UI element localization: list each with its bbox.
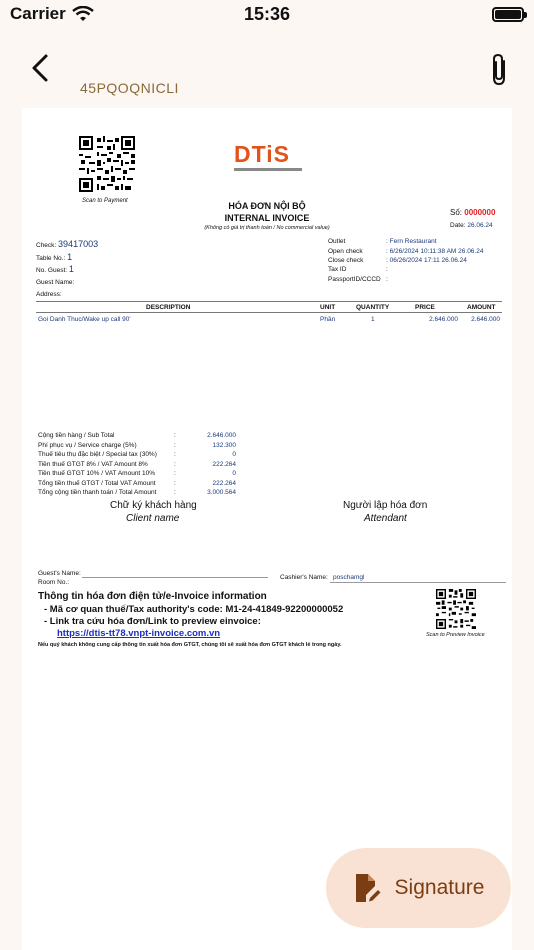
address-label: Address: xyxy=(36,291,62,298)
outlet-label: Outlet xyxy=(328,238,346,245)
carrier-label: Carrier xyxy=(10,4,66,23)
item-quantity: 1 xyxy=(371,316,375,323)
cashier-value: poschamgl xyxy=(333,574,365,581)
battery-icon xyxy=(492,7,524,22)
invoice-date xyxy=(450,222,493,229)
total-label: Thuế tiêu thụ đặc biệt / Special tax (30%) xyxy=(38,451,157,458)
table-header-rule xyxy=(36,312,502,313)
total-colon: : xyxy=(174,460,176,468)
table-label: Table No.: xyxy=(36,255,66,262)
total-value: 132.300 xyxy=(212,441,236,449)
total-label: Tổng tiền thuế GTGT / Total VAT Amount xyxy=(38,479,156,487)
signature-button-label: Signature xyxy=(394,876,485,899)
table-top-rule xyxy=(36,301,502,302)
logo-tagline-bar xyxy=(234,168,302,171)
col-price: PRICE xyxy=(415,304,435,311)
passport-label: PassportID/CCCD xyxy=(328,276,381,283)
einvoice-link-label: - Link tra cứu hóa đơn/Link to preview einvoice: xyxy=(44,616,261,627)
logo-text: DTiS xyxy=(234,141,290,167)
total-colon: : xyxy=(174,441,176,449)
guest-count-value: 1 xyxy=(68,264,74,274)
invoice-date-value: 26.06.24 xyxy=(467,222,493,229)
clock: 15:36 xyxy=(243,4,291,24)
cashier-label: Cashier's Name: xyxy=(280,574,328,581)
einvoice-tax-code: - Mã cơ quan thuế/Tax authority's code: M1-24-41849-92200000052 xyxy=(44,604,344,615)
total-value: 222.264 xyxy=(212,479,236,487)
total-colon: : xyxy=(174,479,176,487)
total-label: Cộng tiền hàng / Sub Total xyxy=(38,432,115,439)
room-label: Room No.: xyxy=(38,579,70,586)
attendant-en: Attendant xyxy=(364,513,407,524)
guests-name-line xyxy=(82,577,268,578)
client-signature-vn: Chữ ký khách hàng xyxy=(110,500,197,511)
paperclip-icon[interactable] xyxy=(486,52,514,88)
guest-name-label: Guest Name: xyxy=(36,279,75,286)
invoice-document xyxy=(22,108,512,950)
col-unit: UNIT xyxy=(320,304,336,311)
item-amount: 2.646.000 xyxy=(471,316,500,323)
guest-count-label: No. Guest: xyxy=(36,267,68,274)
invoice-subtitle: (Không có giá trị thanh toán / No commercial value) xyxy=(204,225,330,231)
item-unit: Phần xyxy=(320,316,336,323)
invoice-date-label: Date: xyxy=(450,222,466,229)
total-label: Tiền thuế GTGT 8% / VAT Amount 8% xyxy=(38,460,148,468)
check-label: Check: xyxy=(36,242,57,249)
invoice-title-vn: HÓA ĐƠN NỘI BỘ xyxy=(228,201,306,211)
total-colon: : xyxy=(174,451,176,458)
open-check-label: Open check xyxy=(328,248,363,255)
item-price: 2.646.000 xyxy=(429,316,458,323)
guest-count-info xyxy=(36,264,74,274)
attendant-vn: Người lập hóa đơn xyxy=(343,500,428,511)
close-check-value: : 06/26/2024 17:11 26.06.24 xyxy=(386,257,467,264)
open-check-value: : 6/26/2024 10:11:38 AM 26.06.24 xyxy=(386,248,484,255)
invoice-title-en: INTERNAL INVOICE xyxy=(224,213,310,223)
status-bar xyxy=(0,0,534,32)
document-sign-icon xyxy=(353,872,381,904)
einvoice-link[interactable]: https://dtis-tt78.vnpt-invoice.com.vn xyxy=(57,628,221,639)
tax-id-value: : xyxy=(386,266,388,273)
total-value: 2.646.000 xyxy=(207,432,236,439)
document-code: 45PQOQNICLI xyxy=(80,80,179,96)
col-amount: AMOUNT xyxy=(467,304,496,311)
col-quantity: QUANTITY xyxy=(356,304,390,311)
col-description: DESCRIPTION xyxy=(146,304,191,311)
outlet-value: : Fern Restaurant xyxy=(386,238,437,245)
table-info xyxy=(36,252,72,262)
cashier-line xyxy=(330,582,506,583)
total-value: 3.000.564 xyxy=(207,489,236,496)
tax-id-label: Tax ID xyxy=(328,266,347,273)
guests-name-label: Guest's Name: xyxy=(38,570,81,577)
close-check-label: Close check xyxy=(328,257,364,264)
signature-button[interactable] xyxy=(326,848,511,928)
total-label: Phí phục vụ / Service charge (5%) xyxy=(38,441,137,449)
check-info xyxy=(36,239,98,249)
item-description: Goi Danh Thuc/Wake up call 90' xyxy=(38,316,131,323)
company-logo xyxy=(234,142,302,171)
table-value: 1 xyxy=(67,252,73,262)
invoice-number-label: Số: xyxy=(450,208,463,217)
preview-invoice-qr-code[interactable] xyxy=(436,589,476,629)
invoice-number xyxy=(450,208,495,217)
total-colon: : xyxy=(174,470,176,477)
scan-to-payment-label: Scan to Payment xyxy=(82,198,128,204)
invoice-number-value: 0000000 xyxy=(464,208,496,217)
total-label: Tiền thuế GTGT 10% / VAT Amount 10% xyxy=(38,470,156,477)
einvoice-heading: Thông tin hóa đơn điện tử/e-Invoice information xyxy=(38,591,267,602)
scan-to-preview-label: Scan to Preview Invoice xyxy=(426,632,485,638)
total-colon: : xyxy=(174,432,176,439)
total-value: 0 xyxy=(232,451,236,458)
total-label: Tổng cộng tiền thanh toán / Total Amount xyxy=(38,489,157,496)
total-value: 222.264 xyxy=(212,460,236,468)
back-arrow-icon[interactable] xyxy=(26,52,56,84)
client-signature-en: Client name xyxy=(126,513,180,524)
passport-value: : xyxy=(386,276,388,283)
check-value: 39417003 xyxy=(58,239,99,249)
footnote: Nếu quý khách không cung cấp thông tin xuất hóa đơn GTGT, chúng tôi sẽ xuất hóa đơn GTGT khách lẻ trong ngày. xyxy=(38,642,342,648)
total-value: 0 xyxy=(232,470,236,477)
total-colon: : xyxy=(174,489,176,496)
payment-qr-code[interactable] xyxy=(79,136,135,192)
